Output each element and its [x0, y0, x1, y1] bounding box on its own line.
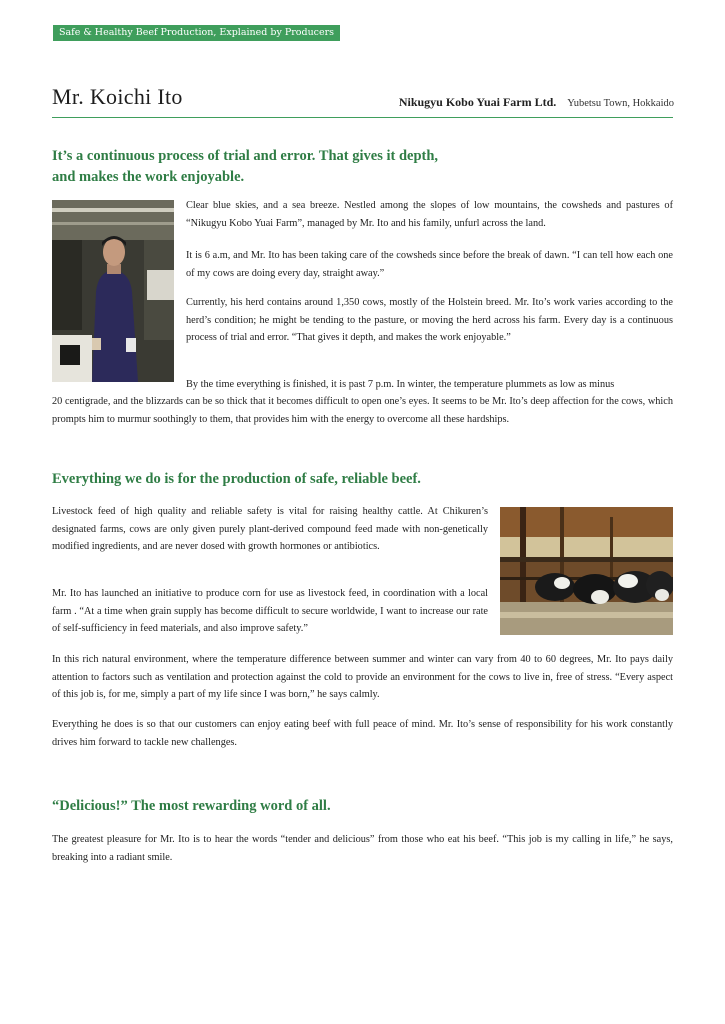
section1-heading-line2: and makes the work enjoyable.	[52, 169, 245, 185]
section2-paragraph-4: Everything he does is so that our customers can enjoy eating beef with full peace of mind. Mr. Ito’s sense of responsibility for his work constantly drives him forward to tackle new challenges.	[52, 719, 673, 748]
section2-paragraph-1: Livestock feed of high quality and reliable safety is vital for raising healthy cattle. At Chikuren’s designated farms, cows are only given purely plant-derived compound feed made with non-genetically modified ingredients, and are never dosed with growth hormones or antibiotics.	[52, 506, 488, 552]
cowshed-photo	[500, 507, 673, 635]
farm-name: Nikugyu Kobo Yuai Farm Ltd.	[398, 95, 557, 109]
section2-paragraph-2: Mr. Ito has launched an initiative to produce corn for use as livestock feed, in coordination with a local farm . “At a time when grain supply has become difficult to secure worldwide, I want to increase our rate of self-sufficiency in feed materials, and also improve safety.”	[52, 588, 488, 634]
farm-info	[399, 95, 674, 110]
header-divider	[52, 117, 673, 118]
farmer-portrait-photo	[52, 200, 174, 382]
section1-paragraph-4-line1: By the time everything is finished, it is past 7 p.m. In winter, the temperature plummets as low as minus	[186, 379, 615, 390]
section3-heading: “Delicious!” The most rewarding word of all.	[52, 798, 331, 814]
section1-heading-line1: It’s a continuous process of trial and error. That gives it depth,	[52, 148, 439, 164]
page-title: Mr. Koichi Ito	[52, 84, 183, 109]
section2-heading: Everything we do is for the production of safe, reliable beef.	[52, 471, 421, 487]
section1-paragraph-2: It is 6 a.m, and Mr. Ito has been taking care of the cowsheds since before the break of dawn. “I can tell how each one of my cows are doing every day, straight away.”	[186, 250, 673, 279]
section1-heading	[52, 146, 673, 188]
section2-paragraph-3: In this rich natural environment, where the temperature difference between summer and winter can vary from 40 to 60 degrees, Mr. Ito pays daily attention to factors such as ventilation and protection against the cold to provide an environment for the cows to live in, free of stress. “Every aspect of this job is, for me, simply a part of my life since I was born,” he says calmly.	[52, 654, 673, 700]
section3-paragraph-1: The greatest pleasure for Mr. Ito is to hear the words “tender and delicious” from those who eat his beef. “This job is my calling in life,” he says, breaking into a radiant smile.	[52, 834, 673, 863]
section1-paragraph-1: Clear blue skies, and a sea breeze. Nestled among the slopes of low mountains, the cowsheds and pastures of “Nikugyu Kobo Yuai Farm”, managed by Mr. Ito and his family, unfurl across the land.	[186, 200, 673, 229]
section1-paragraph-4-rest: 20 centigrade, and the blizzards can be so thick that it becomes difficult to open one’s eyes. It seems to be Mr. Ito’s deep affection for the cows, which prompts him to murmur soothingly to them, that provides him with the energy to overcome all these hardships.	[52, 396, 673, 425]
section1-paragraph-3: Currently, his herd contains around 1,350 cows, mostly of the Holstein breed. Mr. Ito’s work varies according to the herd’s condition; he might be tending to the pasture, or moving the herd across his farm. Every day is a continuous process of trial and error. “That gives it depth, and makes the work enjoyable.”	[186, 297, 673, 343]
series-badge: Safe & Healthy Beef Production, Explained by Producers	[53, 25, 340, 41]
farm-location: Yubetsu Town, Hokkaido	[567, 98, 674, 109]
